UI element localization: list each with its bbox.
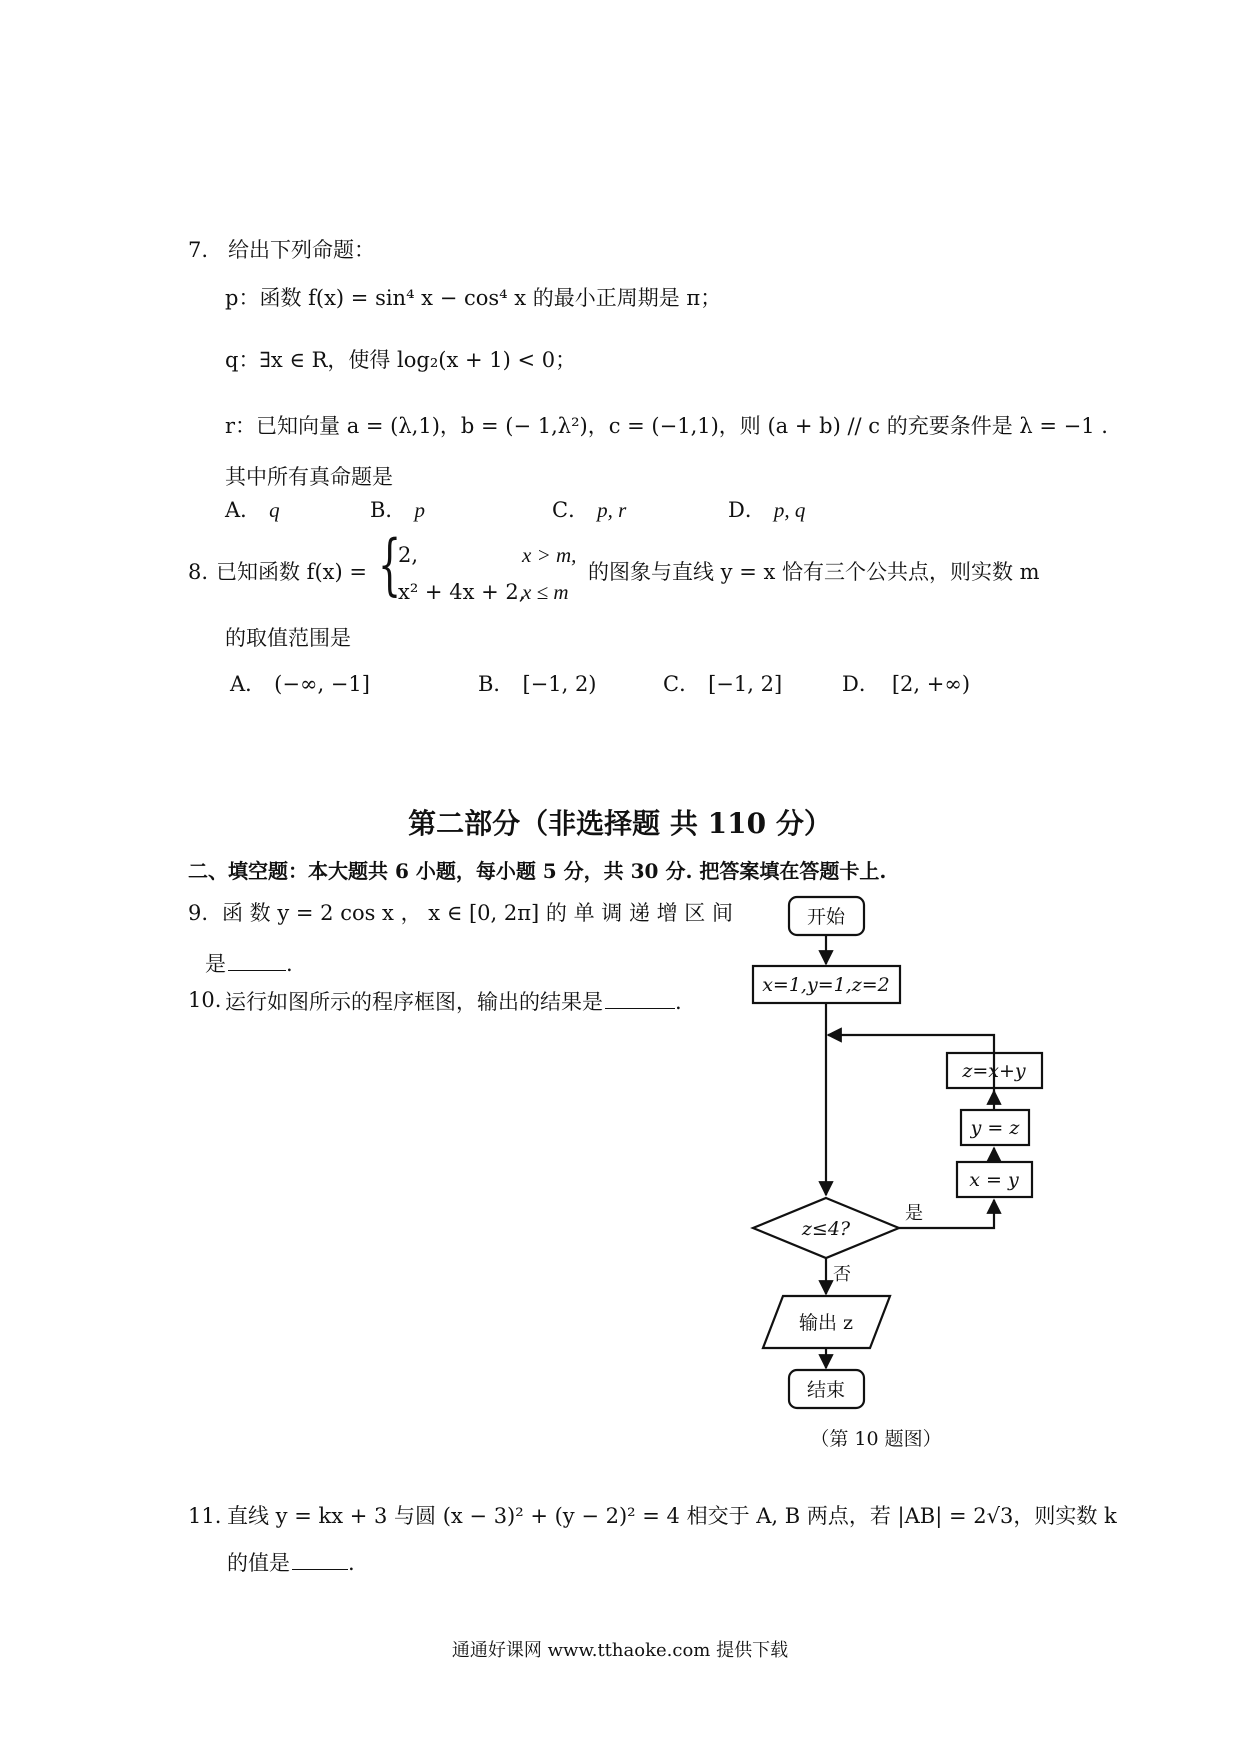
q7-proposition-r: r：已知向量 a = (λ,1)，b = (− 1,λ²)，c = (−1,1)，则 (a + b) // c 的充要条件是 λ = −1 .: [225, 414, 1108, 438]
flow-step-x-label: x = y: [969, 1169, 1019, 1191]
q8-case1-expr: 2,: [398, 543, 419, 567]
flow-caption: （第 10 题图）: [810, 1428, 942, 1450]
q8-line2: 的取值范围是: [225, 626, 351, 650]
q11-number: 11.: [188, 1504, 222, 1528]
q8-option-a: A． (−∞, −1]: [230, 672, 370, 696]
q10-line: 运行如图所示的程序框图，输出的结果是 .: [225, 990, 682, 1014]
q7-option-d: D． p, q: [728, 498, 806, 522]
q8-case2-expr: x² + 4x + 2,: [398, 580, 526, 604]
q7-stem: 给出下列命题：: [228, 238, 375, 262]
q7-option-a: A． q: [225, 498, 280, 522]
q8-option-b: B． [−1, 2): [478, 672, 597, 696]
flow-no-label: 否: [833, 1264, 851, 1285]
q8-lead: 已知函数 f(x) =: [216, 560, 367, 584]
q8-tail: 的图象与直线 y = x 恰有三个公共点，则实数 m: [588, 560, 1040, 584]
q8-case1-cond: x > m,: [522, 543, 577, 567]
flow-step-y-label: y = z: [970, 1117, 1020, 1139]
q8-number: 8.: [188, 560, 209, 584]
q7-proposition-p: p：函数 f(x) = sin⁴ x − cos⁴ x 的最小正周期是 π；: [225, 286, 722, 310]
q8-option-d: D． [2, +∞): [842, 672, 971, 696]
flow-output-label: 输出 z: [798, 1312, 854, 1334]
flow-yes-label: 是: [905, 1203, 923, 1224]
q9-line2: 是 .: [205, 952, 293, 976]
section-title: 第二部分（非选择题 共 110 分）: [408, 807, 832, 840]
q7-option-c: C． p, r: [552, 498, 627, 522]
q7-proposition-q: q：∃x ∈ R，使得 log₂(x + 1) < 0；: [225, 348, 577, 372]
q7-number: 7.: [188, 238, 209, 262]
q8-option-c: C． [−1, 2]: [663, 672, 783, 696]
q11-answer-blank[interactable]: [292, 1551, 348, 1570]
q7-option-b: B． p: [370, 498, 425, 522]
q9-number: 9.: [188, 901, 209, 925]
q11-line1: 直线 y = kx + 3 与圆 (x − 3)² + (y − 2)² = 4 相交于 A, B 两点，若 |AB| = 2√3，则实数 k: [227, 1504, 1117, 1528]
section-intro: 二、填空题：本大题共 6 小题，每小题 5 分，共 30 分. 把答案填在答题卡上.: [188, 859, 887, 883]
flow-init-label: x=1,y=1,z=2: [762, 974, 890, 996]
q8-case2-cond: x ≤ m: [522, 580, 569, 604]
q9-line1: 函 数 y = 2 cos x ， x ∈ [0, 2π] 的 单 调 递 增 区 间: [222, 901, 733, 925]
q11-line2: 的值是 .: [227, 1551, 355, 1575]
page-footer: 通通好课网 www.tthaoke.com 提供下载: [451, 1640, 789, 1661]
q10-number: 10.: [188, 988, 222, 1012]
flow-step-z-label: z=x+y: [962, 1060, 1026, 1082]
q7-question: 其中所有真命题是: [225, 465, 393, 489]
flow-end-label: 结束: [806, 1379, 846, 1401]
flow-condition-label: z≤4?: [801, 1218, 851, 1240]
piecewise-brace-icon: {: [378, 526, 402, 603]
flow-start-label: 开始: [806, 906, 846, 928]
